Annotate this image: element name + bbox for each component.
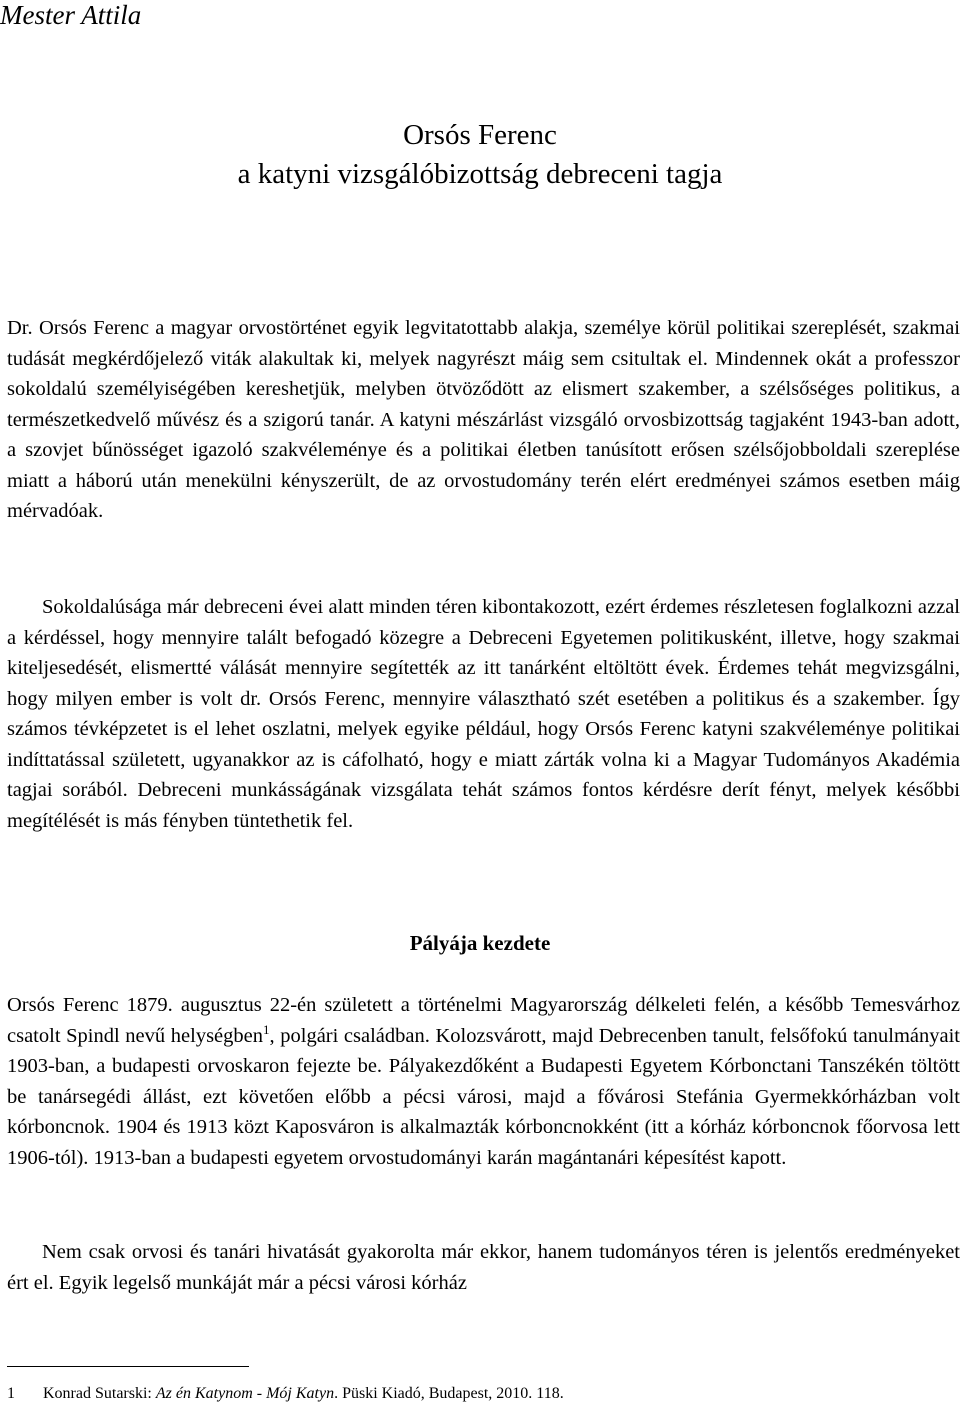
footnote-book-title: Az én Katynom - Mój Katyn xyxy=(155,1385,335,1402)
career-text-end: , polgári családban. Kolozsvárott, majd Debrecenben tanult, felsőfokú tanulmányait 1903-ban, a budapesti orvoskaron fejezte be. Pályakezdőként a Budapesti Egyetem Kórbonctani Tanszékén töltött be tanársegédi állást, ezt követően előbb a pécsi városi, majd a fővárosi Stefánia Gyermekkórházban volt kórboncnok. 1904 és 1913 közt Kaposváron is alkalmazták kórboncnokként (itt a kórház kórboncnok főorvosa lett 1906-tól). 1913-ban a budapesti egyetem orvostudományi karán magántanári képesítést kapott. xyxy=(7,1024,960,1169)
footnote-publication: . Püski Kiadó, Budapest, 2010. 118. xyxy=(334,1385,564,1402)
second-paragraph: Sokoldalúsága már debreceni évei alatt minden téren kibontakozott, ezért érdemes részletesen foglalkozni azzal a kérdéssel, hogy mennyire talált befogadó közegre a Debreceni Egyetemen politikusként, illetve, hogy szakmai kiteljesedését, elismertté válását mennyire segítették az itt tanárként eltöltött évek. Érdemes tehát megvizsgálni, hogy milyen ember is volt dr. Orsós Ferenc, mennyire választható szét esetében a politikus és a szakember. Így számos tévképzetet is el lehet oszlatni, melyek egyike például, hogy Orsós Ferenc katyni szakvéleménye politikai indíttatással született, ugyanakkor az is cáfolható, hogy e miatt zárták volna ki a Magyar Tudományos Akadémia tagjai sorából. Debreceni munkásságának vizsgálata tehát számos fontos kérdésre derít fényt, melyek későbbi megítélését is más fényben tüntethetik fel. xyxy=(7,596,960,832)
career-text-start: Orsós Ferenc 1879. augusztus 22-én született a történelmi Magyarország délkeleti felén, a később Temesvárhoz csatolt Spindl nevű helységben xyxy=(7,994,960,1047)
achievements-paragraph: Nem csak orvosi és tanári hivatását gyakorolta már ekkor, hanem tudományos téren is jelentős eredményeket ért el. Egyik legelső munkáját már a pécsi városi kórház xyxy=(7,1241,960,1294)
author-name: Mester Attila xyxy=(0,0,142,30)
section-heading: Pályája kezdete xyxy=(409,931,551,955)
footnote-divider xyxy=(7,1366,249,1367)
footnote-author: Konrad Sutarski: xyxy=(43,1385,156,1402)
footnote-reference[interactable]: 1 xyxy=(263,1021,270,1037)
career-paragraph xyxy=(7,990,960,1173)
title-line-1: Orsós Ferenc xyxy=(403,119,557,151)
intro-paragraph: Dr. Orsós Ferenc a magyar orvostörténet egyik legvitatottabb alakja, személye körül politikai szereplését, szakmai tudását megkérdőjelező viták alakultak ki, melyek nagyrészt máig sem csitultak el. Mindennek okát a professzor sokoldalú személyiségében kereshetjük, melyben ötvöződött az elismert szakember, a szélsőséges politikus, a természetkedvelő művész és a szigorú tanár. A katyni mészárlást vizsgáló orvosbizottság tagjaként 1943-ban adott, a szovjet bűnösséget igazoló szakvéleménye és a politikai életben tanúsított erősen szélsőjobboldali szereplése miatt a háború után menekülni kényszerült, de az orvostudomány terén elért eredményei számos esetben máig mérvadóak. xyxy=(7,317,960,522)
footnote-number: 1 xyxy=(7,1385,15,1402)
title-line-2: a katyni vizsgálóbizottság debreceni tagja xyxy=(237,158,723,190)
document-title xyxy=(0,116,960,194)
footnote xyxy=(7,1384,564,1404)
